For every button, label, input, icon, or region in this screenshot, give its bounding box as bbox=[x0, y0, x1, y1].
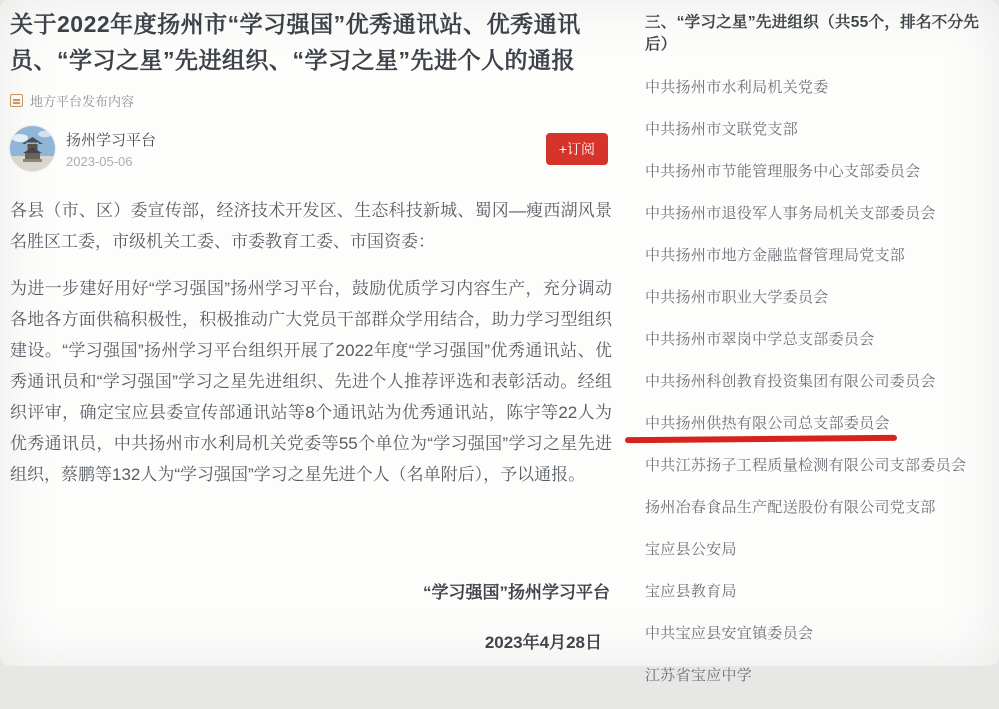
publisher-row bbox=[10, 126, 612, 171]
article-paragraph-salutation: 各县（市、区）委宣传部，经济技术开发区、生态科技新城、蜀冈—瘦西湖风景名胜区工委，市级机关工委、市委教育工委、市国资委： bbox=[10, 201, 612, 251]
article-signature: “学习强国”扬州学习平台 bbox=[423, 583, 610, 602]
list-item: 中共扬州市职业大学委员会 bbox=[645, 289, 829, 306]
pagoda-avatar-graphic bbox=[10, 126, 55, 171]
highlight-underline bbox=[625, 435, 897, 443]
list-item: 中共宝应县安宜镇委员会 bbox=[645, 625, 814, 642]
article-column bbox=[10, 6, 612, 653]
list-item: 中共江苏扬子工程质量检测有限公司支部委员会 bbox=[645, 457, 967, 474]
list-item: 中共扬州市退役军人事务局机关支部委员会 bbox=[645, 205, 936, 222]
source-tag bbox=[10, 91, 612, 110]
list-item: 中共扬州市文联党支部 bbox=[645, 121, 799, 138]
awards-list-column bbox=[645, 10, 987, 709]
list-item: 宝应县教育局 bbox=[645, 583, 737, 600]
list-item: 江苏省宝应中学 bbox=[645, 667, 753, 684]
list-item: 中共扬州科创教育投资集团有限公司委员会 bbox=[645, 373, 936, 390]
pagoda-avatar[interactable] bbox=[10, 126, 55, 171]
list-item: 宝应县公安局 bbox=[645, 541, 737, 558]
list-item: 中共扬州市水利局机关党委 bbox=[645, 79, 829, 96]
page-title: 关于2022年度扬州市“学习强国”优秀通讯站、优秀通讯员、“学习之星”先进组织、“学习之星”先进个人的通报 bbox=[10, 11, 581, 73]
list-item: 中共扬州市翠岗中学总支部委员会 bbox=[645, 331, 875, 348]
publisher-name: 扬州学习平台 bbox=[66, 131, 157, 149]
article-paragraph-body: 为进一步建好用好“学习强国”扬州学习平台，鼓励优质学习内容生产，充分调动各地各方面供稿积极性，积极推动广大党员干部群众学用结合，助力学习型组织建设。“学习强国”扬州学习平台组织开展了2022年度“学习强国”优秀通讯站、优秀通讯员和“学习强国”学习之星先进组织、先进个人推荐评选和表彰活动。经组织评审，确定宝应县委宣传部通讯站等8个通讯站为优秀通讯站，陈宇等22人为优秀通讯员，中共扬州市水利局机关党委等55个单位为“学习强国”学习之星先进组织，蔡鹏等132人为“学习强国”学习之星先进个人（名单附后），予以通报。 bbox=[10, 279, 612, 484]
org-list bbox=[645, 79, 987, 685]
list-item: 中共扬州市节能管理服务中心支部委员会 bbox=[645, 163, 921, 180]
list-item: 中共扬州市地方金融监督管理局党支部 bbox=[645, 247, 906, 264]
publisher-meta bbox=[66, 129, 156, 169]
source-tag-label: 地方平台发布内容 bbox=[30, 94, 135, 109]
publish-date: 2023-05-06 bbox=[66, 153, 133, 169]
list-item: 中共扬州供热有限公司总支部委员会 bbox=[645, 415, 987, 433]
list-item: 扬州冶春食品生产配送股份有限公司党支部 bbox=[645, 499, 936, 516]
list-heading: 三、“学习之星”先进组织（共55个，排名不分先后） bbox=[645, 14, 980, 53]
subscribe-button[interactable]: +订阅 bbox=[546, 133, 608, 165]
article-sign-date: 2023年4月28日 bbox=[484, 633, 602, 652]
platform-badge-icon bbox=[10, 94, 23, 107]
